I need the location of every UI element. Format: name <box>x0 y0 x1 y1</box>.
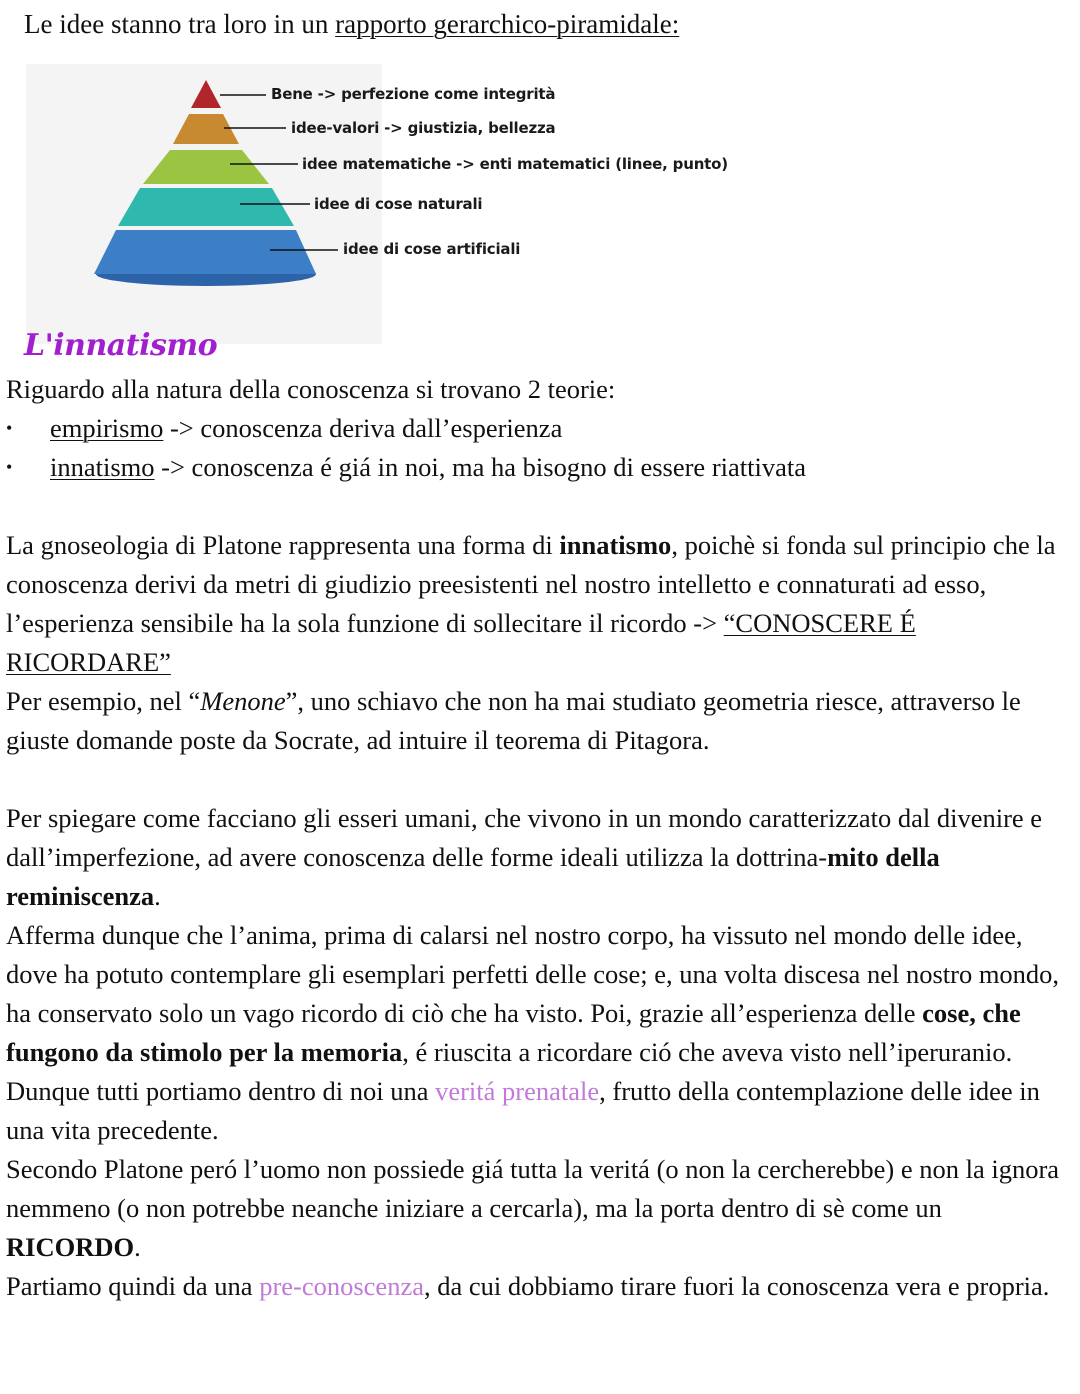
paragraph-preconoscenza <box>6 1267 1072 1306</box>
text-run: . <box>134 1232 141 1262</box>
paragraph-reminiscenza <box>6 799 1072 916</box>
theory-desc: -> conoscenza deriva dall’esperienza <box>163 413 563 443</box>
text-run: . <box>154 881 161 911</box>
pyramid-label-bene: Bene -> perfezione come integrità <box>271 85 556 103</box>
text-run: Secondo Platone peró l’uomo non possiede giá tutta la veritá (o non la cercherebbe) e non la ignora nemmeno (o non potrebbe neanche iniziare a cercarla), ma la porta dentro di sè come un <box>6 1154 1060 1223</box>
highlight-run: pre-conoscenza <box>259 1271 424 1301</box>
theory-term: innatismo <box>50 452 155 482</box>
text-run: Per esempio, nel “ <box>6 686 201 716</box>
text-run: , poichè si fonda sul principio che la conoscenza derivi da metri di giudizio preesistenti nel nostro intelletto e connaturati ad esso, l’esperienza sensibile ha la sola funzione di sollecitare il ricordo -> <box>6 530 1056 638</box>
text-run: , frutto della contemplazione delle idee in una vita precedente. <box>6 1076 1040 1145</box>
bullet-icon: • <box>6 418 13 438</box>
ideas-pyramid <box>26 64 726 349</box>
bullet-icon: • <box>6 457 13 477</box>
text-run: Afferma dunque che l’anima, prima di calarsi nel nostro corpo, ha vissuto nel mondo delle idee, dove ha potuto contemplare gli esemplari perfetti delle cose; e, una volta discesa nel nostro mondo, ha conservato solo un vago ricordo di ciò che ha visto. Poi, grazie all’esperienza delle <box>6 920 1060 1028</box>
intro-line <box>24 4 679 44</box>
paragraph-anima <box>6 916 1072 1072</box>
italic-run: Menone <box>200 686 286 716</box>
pyramid-label-artificiali: idee di cose artificiali <box>343 240 521 258</box>
section-title: L'innatismo <box>24 328 218 363</box>
paragraph-ricordo <box>6 1150 1072 1267</box>
list-item <box>6 448 1072 487</box>
theory-desc: -> conoscenza é giá in noi, ma ha bisogno di essere riattivata <box>154 452 806 482</box>
highlight-run: veritá prenatale <box>435 1076 600 1106</box>
theory-term: empirismo <box>50 413 164 443</box>
theories-intro: Riguardo alla natura della conoscenza si trovano 2 teorie: <box>6 374 616 404</box>
text-run: , da cui dobbiamo tirare fuori la conoscenza vera e propria. <box>423 1271 1050 1301</box>
list-item <box>6 409 1072 448</box>
bold-run: RICORDO <box>6 1232 135 1262</box>
text-run: Per spiegare come facciano gli esseri umani, che vivono in un mondo caratterizzato dal divenire e dall’imperfezione, ad avere conoscenza delle forme ideali utilizza la dottrina- <box>6 803 1043 872</box>
bold-run: innatismo <box>559 530 672 560</box>
bold-run: mito della reminiscenza <box>6 842 940 911</box>
pyramid-level-artificiali <box>94 230 316 274</box>
text-run: La gnoseologia di Platone rappresenta una forma di <box>6 530 560 560</box>
intro-text: Le idee stanno tra loro in un <box>24 9 336 39</box>
text-run: Dunque tutti portiamo dentro di noi una <box>6 1076 436 1106</box>
text-run: , é riuscita a ricordare ció che aveva visto nell’iperuranio. <box>402 1037 1013 1067</box>
paragraph-verita <box>6 1072 1072 1150</box>
bold-run: cose, che fungono da stimolo per la memoria <box>6 998 1021 1067</box>
underlined-run: “CONOSCERE É RICORDARE” <box>6 608 916 677</box>
paragraph-gnoseologia <box>6 526 1072 682</box>
paragraph-menone <box>6 682 1072 760</box>
text-run: ”, uno schiavo che non ha mai studiato geometria riesce, attraverso le giuste domande poste da Socrate, ad intuire il teorema di Pitagora. <box>6 686 1021 755</box>
document-body <box>6 370 1072 1306</box>
pyramid-level-naturali <box>118 188 294 226</box>
text-run: Partiamo quindi da una <box>6 1271 260 1301</box>
pyramid-label-naturali: idee di cose naturali <box>314 195 483 213</box>
pyramid-label-matematiche: idee matematiche -> enti matematici (linee, punto) <box>302 155 728 173</box>
intro-underlined: rapporto gerarchico-piramidale: <box>335 9 680 39</box>
pyramid-label-valori: idee-valori -> giustizia, bellezza <box>291 119 556 137</box>
